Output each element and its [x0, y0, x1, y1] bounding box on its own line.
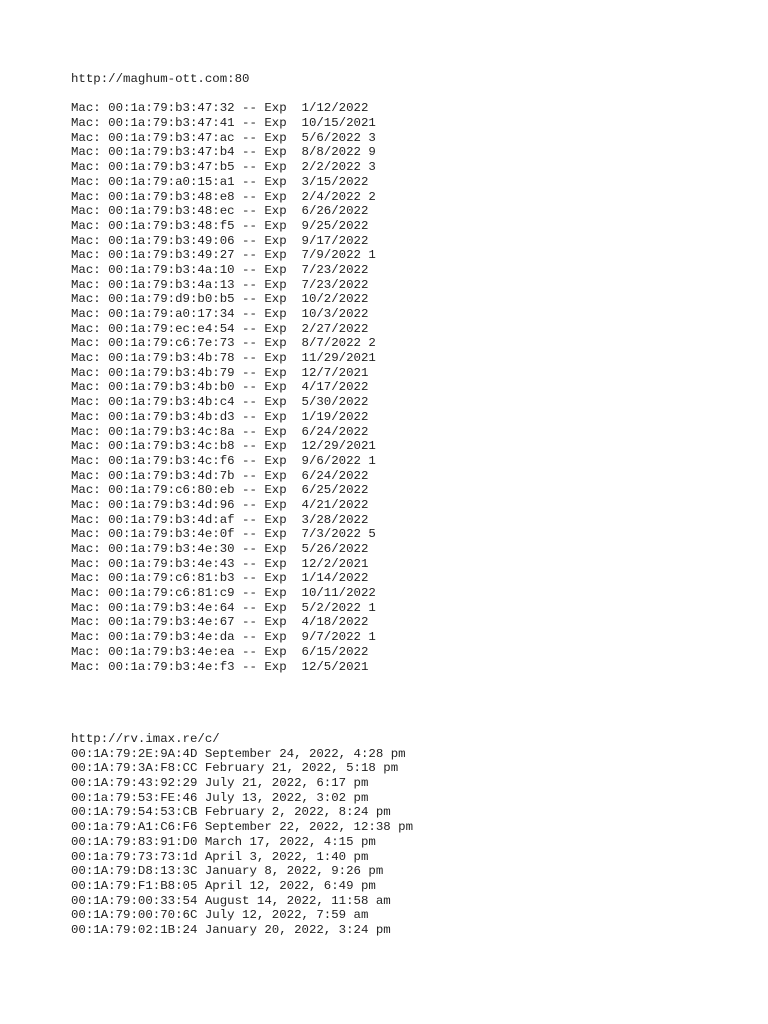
list-line: Mac: 00:1a:79:b3:4c:8a -- Exp 6/24/2022 — [71, 424, 369, 439]
list-line: Mac: 00:1a:79:b3:4e:da -- Exp 9/7/2022 1 — [71, 630, 376, 645]
list-line: Mac: 00:1a:79:ec:e4:54 -- Exp 2/27/2022 — [71, 321, 369, 336]
list-line: Mac: 00:1a:79:c6:81:b3 -- Exp 1/14/2022 — [71, 571, 369, 586]
list-line: Mac: 00:1a:79:b3:47:b4 -- Exp 8/8/2022 9 — [71, 145, 376, 160]
list-line: Mac: 00:1a:79:b3:48:ec -- Exp 6/26/2022 — [71, 204, 369, 219]
list-line: Mac: 00:1a:79:c6:81:c9 -- Exp 10/11/2022 — [71, 586, 376, 601]
list-line: Mac: 00:1a:79:b3:47:ac -- Exp 5/6/2022 3 — [71, 130, 376, 145]
list-line: 00:1a:79:53:FE:46 July 13, 2022, 3:02 pm — [71, 790, 369, 805]
blank-line — [71, 87, 376, 102]
list-line: Mac: 00:1a:79:a0:17:34 -- Exp 10/3/2022 — [71, 307, 369, 321]
list-line: Mac: 00:1a:79:b3:4e:64 -- Exp 5/2/2022 1 — [71, 600, 376, 615]
list-line: 00:1A:79:F1:B8:05 April 12, 2022, 6:49 pm — [71, 878, 376, 893]
list-line: 00:1A:79:54:53:CB February 2, 2022, 8:24 pm — [71, 805, 391, 820]
list-line: Mac: 00:1a:79:b3:4b:b0 -- Exp 4/17/2022 — [71, 380, 369, 395]
list-line: Mac: 00:1a:79:b3:4c:f6 -- Exp 9/6/2022 1 — [71, 453, 376, 468]
list-line: Mac: 00:1a:79:b3:49:27 -- Exp 7/9/2022 1 — [71, 248, 376, 263]
list-line: Mac: 00:1a:79:b3:4e:30 -- Exp 5/26/2022 — [71, 542, 369, 556]
list-line: Mac: 00:1a:79:b3:4b:c4 -- Exp 5/30/2022 — [71, 395, 369, 410]
list-line: 00:1a:79:73:73:1d April 3, 2022, 1:40 pm — [71, 849, 369, 864]
list-line: Mac: 00:1a:79:b3:4a:10 -- Exp 7/23/2022 — [71, 262, 369, 277]
list-line: Mac: 00:1a:79:b3:4d:af -- Exp 3/28/2022 — [71, 512, 369, 527]
list-line: 00:1A:79:D8:13:3C January 8, 2022, 9:26 pm — [71, 864, 384, 879]
list-line: 00:1A:79:3A:F8:CC February 21, 2022, 5:18 pm — [71, 761, 399, 776]
list-line: Mac: 00:1a:79:b3:4d:96 -- Exp 4/21/2022 — [71, 497, 369, 512]
mac-timestamp-section — [71, 732, 413, 938]
list-line: Mac: 00:1a:79:b3:47:41 -- Exp 10/15/2021 — [71, 116, 376, 131]
server-url: http://maghum-ott.com:80 — [71, 72, 250, 86]
mac-timestamp-list — [71, 747, 413, 938]
list-line: Mac: 00:1a:79:b3:4e:ea -- Exp 6/15/2022 — [71, 644, 369, 659]
list-line: 00:1A:79:00:70:6C July 12, 2022, 7:59 am — [71, 908, 369, 923]
list-line: Mac: 00:1a:79:d9:b0:b5 -- Exp 10/2/2022 — [71, 292, 369, 307]
list-line: Mac: 00:1a:79:a0:15:a1 -- Exp 3/15/2022 — [71, 174, 369, 189]
list-line: Mac: 00:1a:79:c6:80:eb -- Exp 6/25/2022 — [71, 483, 369, 498]
list-line: Mac: 00:1a:79:b3:4b:78 -- Exp 11/29/2021 — [71, 351, 376, 366]
list-line: Mac: 00:1a:79:b3:47:b5 -- Exp 2/2/2022 3 — [71, 160, 376, 175]
list-line: Mac: 00:1a:79:b3:4b:79 -- Exp 12/7/2021 — [71, 365, 369, 380]
mac-expiry-list — [71, 101, 376, 674]
list-line: Mac: 00:1a:79:b3:4e:0f -- Exp 7/3/2022 5 — [71, 527, 376, 542]
list-line: 00:1A:79:00:33:54 August 14, 2022, 11:58 am — [71, 893, 391, 908]
list-line: Mac: 00:1a:79:b3:4e:67 -- Exp 4/18/2022 — [71, 615, 369, 630]
list-line: Mac: 00:1a:79:b3:4e:43 -- Exp 12/2/2021 — [71, 556, 369, 571]
list-line: 00:1A:79:2E:9A:4D September 24, 2022, 4:28 pm — [71, 746, 406, 761]
list-line: Mac: 00:1a:79:b3:47:32 -- Exp 1/12/2022 — [71, 101, 369, 116]
mac-expiry-section — [71, 72, 376, 674]
list-line: Mac: 00:1a:79:b3:4e:f3 -- Exp 12/5/2021 — [71, 659, 369, 674]
list-line: Mac: 00:1a:79:b3:49:06 -- Exp 9/17/2022 — [71, 233, 369, 248]
list-line: Mac: 00:1a:79:b3:48:f5 -- Exp 9/25/2022 — [71, 218, 369, 233]
list-line: 00:1A:79:02:1B:24 January 20, 2022, 3:24 pm — [71, 922, 391, 937]
list-line: Mac: 00:1a:79:b3:4d:7b -- Exp 6/24/2022 — [71, 468, 369, 483]
list-line: Mac: 00:1a:79:b3:48:e8 -- Exp 2/4/2022 2 — [71, 189, 376, 204]
server-url: http://rv.imax.re/c/ — [71, 732, 220, 746]
list-line: Mac: 00:1a:79:b3:4b:d3 -- Exp 1/19/2022 — [71, 409, 369, 424]
list-line: 00:1a:79:A1:C6:F6 September 22, 2022, 12:38 pm — [71, 820, 414, 835]
list-line: 00:1A:79:83:91:D0 March 17, 2022, 4:15 pm — [71, 834, 376, 849]
list-line: Mac: 00:1a:79:b3:4a:13 -- Exp 7/23/2022 — [71, 277, 369, 292]
list-line: Mac: 00:1a:79:c6:7e:73 -- Exp 8/7/2022 2 — [71, 336, 376, 351]
list-line: 00:1A:79:43:92:29 July 21, 2022, 6:17 pm — [71, 776, 369, 791]
list-line: Mac: 00:1a:79:b3:4c:b8 -- Exp 12/29/2021 — [71, 439, 376, 454]
